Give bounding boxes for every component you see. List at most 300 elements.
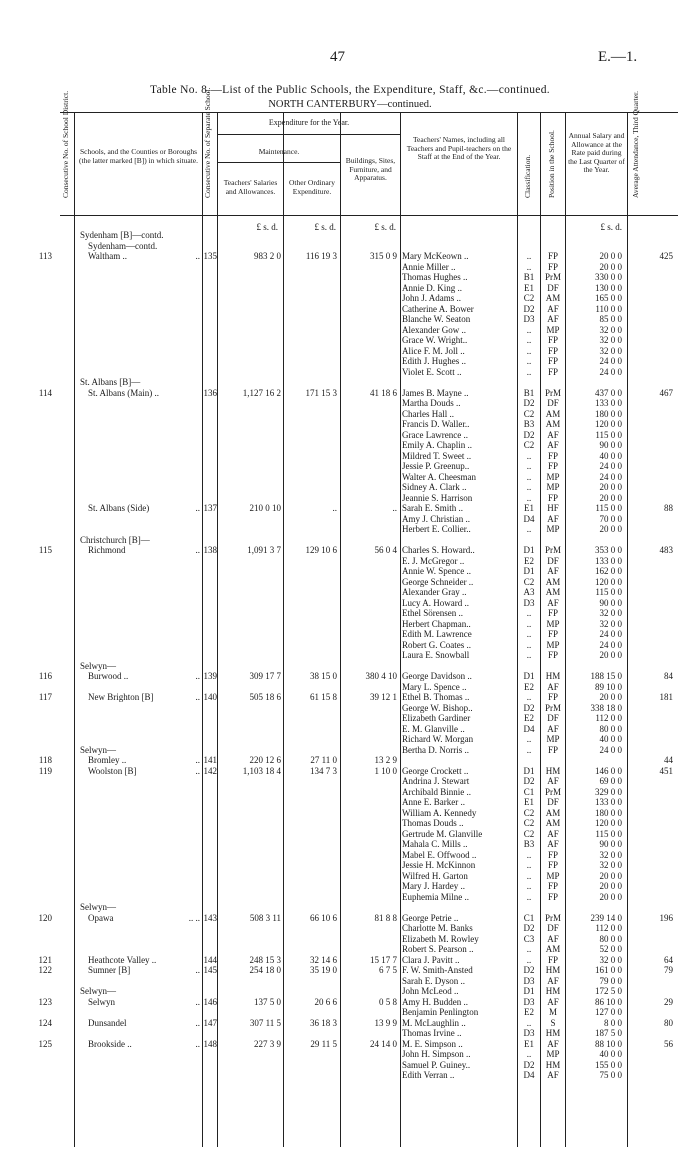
teacher-position: PrM — [544, 912, 561, 923]
teacher-name: William A. Kennedy — [402, 807, 477, 818]
teacher-name: George W. Bishop.. — [402, 702, 473, 713]
header-expenditure: Expenditure for the Year. — [268, 118, 350, 127]
school-number: 146 — [203, 996, 217, 1007]
other-expenditure: 171 15 3 — [305, 387, 337, 398]
average-attendance: 467 — [659, 387, 673, 398]
buildings-expenditure: 41 18 6 — [370, 387, 397, 398]
teacher-name: Grace W. Wright.. — [402, 335, 468, 345]
teacher-classification: B3 — [523, 419, 535, 429]
other-expenditure: 20 6 6 — [314, 996, 337, 1007]
teacher-salary: 187 5 0 — [595, 1028, 622, 1038]
teacher-position: FP — [547, 450, 558, 461]
teacher-salary: 20 0 0 — [599, 891, 622, 902]
leader-dots: .. — [195, 765, 200, 776]
average-attendance: 79 — [664, 965, 673, 975]
teacher-classification: E2 — [524, 1007, 534, 1017]
teacher-position: M — [548, 1007, 557, 1017]
teacher-name: Anne E. Barker .. — [402, 797, 465, 807]
teacher-name: Thomas Douds .. — [402, 818, 464, 828]
teacher-position: AM — [545, 944, 561, 954]
other-expenditure: 66 10 6 — [310, 912, 337, 923]
teacher-classification: D2 — [523, 923, 535, 933]
teacher-salary: 90 0 0 — [599, 597, 622, 608]
district-number: 116 — [38, 671, 52, 681]
teacher-classification: D3 — [523, 314, 535, 324]
teacher-classification: C1 — [523, 786, 535, 797]
teachers-salaries: 227 3 9 — [254, 1038, 281, 1049]
teacher-position: MP — [546, 324, 560, 335]
teacher-position: PrM — [544, 272, 561, 282]
teacher-name: Walter A. Cheesman — [402, 471, 477, 482]
teacher-name: Herbert Chapman.. — [402, 618, 471, 629]
teacher-salary: 24 0 0 — [599, 366, 622, 377]
teacher-classification: D3 — [523, 996, 535, 1007]
buildings-expenditure: .. — [392, 503, 397, 513]
teacher-salary: 155 0 0 — [595, 1059, 622, 1070]
teacher-name: Jessie P. Greenup.. — [402, 461, 470, 471]
teacher-name: Blanche W. Seaton — [402, 314, 471, 324]
leader-dots: .. — [195, 996, 200, 1007]
school-name: Bromley .. — [88, 755, 127, 765]
teacher-name: George Crockett .. — [402, 765, 469, 776]
buildings-expenditure: 13 2 9 — [374, 755, 397, 765]
teacher-salary: 90 0 0 — [599, 440, 622, 450]
teacher-salary: 180 0 0 — [595, 408, 622, 419]
teacher-position: AF — [547, 440, 559, 450]
teacher-position: AF — [547, 303, 559, 314]
teacher-name: Edith J. Hughes .. — [402, 356, 466, 366]
teacher-classification: .. — [526, 639, 532, 650]
teacher-name: Sarah E. Smith .. — [402, 503, 463, 513]
school-number: 137 — [203, 503, 217, 513]
teacher-salary: 115 0 0 — [595, 587, 622, 597]
teacher-position: AF — [547, 776, 559, 786]
teacher-position: FP — [547, 608, 558, 618]
teacher-name: Martha Douds .. — [402, 398, 461, 408]
teacher-name: George Davidson .. — [402, 671, 472, 681]
district-number: 115 — [38, 545, 52, 555]
teacher-position: AM — [545, 408, 561, 419]
teacher-classification: .. — [526, 891, 532, 902]
teacher-classification: D4 — [523, 513, 535, 524]
teacher-position: MP — [546, 524, 560, 534]
school-name: Selwyn — [88, 996, 115, 1007]
teacher-position: FP — [547, 881, 558, 891]
teacher-classification: .. — [526, 482, 532, 492]
teacher-salary: 127 0 0 — [595, 1007, 622, 1017]
teacher-name: F. W. Smith-Ansted — [402, 965, 473, 975]
teacher-salary: 20 0 0 — [599, 251, 622, 261]
teacher-classification: D2 — [523, 303, 535, 314]
teacher-name: George Petrie .. — [402, 912, 459, 923]
teacher-salary: 24 0 0 — [599, 629, 622, 639]
teacher-position: FP — [547, 251, 558, 261]
teacher-name: Thomas Hughes .. — [402, 272, 468, 282]
teacher-name: Robert S. Pearson .. — [402, 944, 474, 954]
teacher-salary: 32 0 0 — [599, 324, 622, 335]
average-attendance: 425 — [659, 251, 673, 261]
buildings-expenditure: 6 7 5 — [379, 965, 397, 975]
leader-dots: .. — [195, 1038, 200, 1049]
page-number: 47 — [330, 49, 345, 65]
school-name: Sydenham—contd. — [88, 240, 158, 251]
teacher-name: Catherine A. Bower — [402, 303, 474, 314]
teacher-salary: 85 0 0 — [599, 314, 622, 324]
teacher-position: AF — [547, 828, 559, 839]
teacher-classification: D3 — [523, 597, 535, 608]
lsd-salary: £ s. d. — [600, 222, 622, 232]
teacher-position: HM — [545, 765, 561, 776]
buildings-expenditure: 13 9 9 — [374, 1017, 397, 1028]
teacher-classification: .. — [526, 366, 532, 377]
teacher-position: MP — [546, 482, 560, 492]
buildings-expenditure: 315 0 9 — [370, 251, 397, 261]
teachers-salaries: 248 15 3 — [249, 954, 281, 965]
teacher-classification: B1 — [523, 272, 535, 282]
teacher-salary: 146 0 0 — [595, 765, 622, 776]
leader-dots: .. — [195, 965, 200, 975]
teacher-classification: B1 — [523, 387, 535, 398]
teacher-position: HF — [547, 503, 559, 513]
teacher-name: Alice F. M. Joll .. — [402, 345, 465, 356]
school-name: Christchurch [B]— — [80, 534, 150, 545]
teacher-classification: .. — [526, 650, 532, 660]
teacher-position: PrM — [544, 786, 561, 797]
leader-dots: .. — [195, 545, 200, 555]
school-name: Burwood .. — [88, 671, 129, 681]
teacher-salary: 32 0 0 — [599, 608, 622, 618]
school-name: Opawa — [88, 912, 114, 923]
teacher-classification: .. — [526, 335, 532, 345]
teachers-salaries: 220 12 6 — [249, 755, 281, 765]
average-attendance: 88 — [664, 503, 673, 513]
teacher-classification: D2 — [523, 398, 535, 408]
school-name: St. Albans (Side) — [88, 503, 150, 513]
teacher-salary: 40 0 0 — [599, 450, 622, 461]
district-number: 114 — [38, 387, 52, 398]
teacher-name: Benjamin Penlington — [402, 1007, 479, 1017]
teacher-classification: .. — [526, 954, 532, 965]
teacher-salary: 120 0 0 — [595, 818, 622, 828]
teacher-salary: 32 0 0 — [599, 618, 622, 629]
district-number: 120 — [38, 912, 52, 923]
lsd-salaries: £ s. d. — [256, 222, 278, 232]
teacher-name: Violet E. Scott .. — [402, 366, 462, 377]
school-name: Sydenham [B]—contd. — [80, 230, 164, 240]
teacher-position: HM — [545, 965, 561, 975]
teacher-name: M. E. Simpson .. — [402, 1038, 463, 1049]
other-expenditure: 38 15 0 — [310, 671, 337, 681]
teachers-salaries: 1,103 18 4 — [242, 765, 281, 776]
header-salary: Annual Salary and Allowance at the Rate paid during the Last Quarter of the Year. — [568, 131, 625, 174]
district-number: 113 — [38, 251, 52, 261]
header-attendance: Average Attendance, Third Quarter. — [631, 91, 640, 198]
page-ref: E.—1. — [598, 49, 638, 65]
teacher-position: AM — [545, 587, 561, 597]
teacher-classification: .. — [526, 944, 532, 954]
teacher-classification: D4 — [523, 723, 535, 734]
teacher-salary: 120 0 0 — [595, 576, 622, 587]
leader-dots: .. — [195, 251, 200, 261]
teacher-classification: .. — [526, 471, 532, 482]
teacher-classification: C2 — [523, 408, 535, 419]
teacher-name: Mary McKeown .. — [402, 251, 469, 261]
other-expenditure: 61 15 8 — [310, 692, 337, 702]
teacher-salary: 20 0 0 — [599, 692, 622, 702]
school-number: 145 — [203, 965, 217, 975]
school-name: Dunsandel — [88, 1017, 127, 1028]
teacher-position: DF — [547, 797, 559, 807]
leader-dots: .. — [195, 755, 200, 765]
teacher-classification: D2 — [523, 1059, 535, 1070]
teacher-salary: 180 0 0 — [595, 807, 622, 818]
leader-dots: .. — [195, 1017, 200, 1028]
lsd-other: £ s. d. — [314, 222, 336, 232]
buildings-expenditure: 0 5 8 — [379, 996, 397, 1007]
school-name: Waltham .. — [88, 251, 128, 261]
teacher-name: Richard W. Morgan — [402, 734, 474, 744]
teacher-name: E. M. Glanville .. — [402, 723, 465, 734]
teacher-salary: 115 0 0 — [595, 429, 622, 440]
teacher-position: MP — [546, 734, 560, 744]
teacher-classification: .. — [526, 849, 532, 860]
teacher-name: Charles Hall .. — [402, 408, 454, 419]
teacher-name: Annie Miller .. — [402, 261, 456, 272]
teacher-salary: 40 0 0 — [599, 1049, 622, 1059]
teacher-position: S — [550, 1017, 556, 1028]
teacher-name: Ethel Sörensen .. — [402, 608, 463, 618]
teacher-salary: 172 5 0 — [595, 986, 622, 996]
teacher-salary: 20 0 0 — [599, 881, 622, 891]
average-attendance: 196 — [659, 912, 673, 923]
teacher-classification: .. — [526, 356, 532, 366]
teacher-position: AF — [547, 723, 559, 734]
teacher-classification: .. — [526, 492, 532, 503]
average-attendance: 181 — [659, 692, 673, 702]
teacher-name: Robert G. Coates .. — [402, 639, 471, 650]
teacher-position: AF — [547, 429, 559, 440]
teacher-position: FP — [547, 849, 558, 860]
teachers-salaries: 505 18 6 — [249, 692, 281, 702]
teacher-classification: C1 — [523, 912, 535, 923]
school-name: New Brighton [B] — [88, 692, 154, 702]
teacher-classification: D3 — [523, 1028, 535, 1038]
school-number: 148 — [203, 1038, 217, 1049]
teacher-salary: 115 0 0 — [595, 503, 622, 513]
other-expenditure: 29 11 5 — [310, 1038, 337, 1049]
district-number: 125 — [38, 1038, 52, 1049]
teacher-name: Thomas Irvine .. — [402, 1028, 462, 1038]
school-name: St. Albans (Main) .. — [88, 387, 159, 398]
teacher-salary: 32 0 0 — [599, 954, 622, 965]
teacher-classification: .. — [526, 524, 532, 534]
header-maintenance: Maintenance. — [258, 147, 300, 156]
teacher-salary: 20 0 0 — [599, 482, 622, 492]
school-name: Sumner [B] — [88, 965, 131, 975]
teacher-name: Andrina J. Stewart — [402, 776, 470, 786]
teacher-name: Annie D. King .. — [402, 282, 462, 293]
teacher-name: George Schneider .. — [402, 576, 474, 587]
teacher-salary: 110 0 0 — [595, 303, 622, 314]
average-attendance: 29 — [664, 996, 673, 1007]
buildings-expenditure: 56 0 4 — [374, 545, 397, 555]
leader-dots: .. .. — [188, 912, 200, 923]
district-number: 122 — [38, 965, 52, 975]
teacher-position: DF — [547, 555, 559, 566]
buildings-expenditure: 380 4 10 — [365, 671, 397, 681]
average-attendance: 44 — [664, 755, 673, 765]
school-number: 142 — [203, 765, 217, 776]
teacher-salary: 20 0 0 — [599, 870, 622, 881]
header-buildings: Buildings, Sites, Furniture, and Apparatus. — [345, 156, 396, 182]
leader-dots: .. — [195, 692, 200, 702]
teacher-salary: 70 0 0 — [599, 513, 622, 524]
teacher-name: Annie W. Spence .. — [402, 566, 471, 576]
teacher-name: Edith Verran .. — [402, 1070, 455, 1080]
teacher-classification: A3 — [523, 587, 535, 597]
other-expenditure: .. — [332, 503, 337, 513]
other-expenditure: 27 11 0 — [310, 755, 337, 765]
teacher-classification: E1 — [524, 1038, 534, 1049]
teacher-name: Lucy A. Howard .. — [402, 597, 469, 608]
teacher-position: FP — [547, 461, 558, 471]
buildings-expenditure: 81 8 8 — [374, 912, 397, 923]
teacher-name: Wilfred H. Garton — [402, 870, 468, 881]
school-name: Woolston [B] — [88, 765, 137, 776]
leader-dots: .. — [195, 671, 200, 681]
teacher-position: FP — [547, 261, 558, 272]
teacher-position: AF — [547, 513, 559, 524]
teacher-classification: C2 — [523, 440, 535, 450]
teacher-position: AF — [547, 975, 559, 986]
average-attendance: 451 — [659, 765, 673, 776]
teacher-classification: .. — [526, 744, 532, 755]
teacher-name: Sidney A. Clark .. — [402, 482, 467, 492]
teacher-name: Bertha D. Norris .. — [402, 744, 469, 755]
teacher-classification: .. — [526, 345, 532, 356]
header-schools: Schools, and the Counties or Boroughs (the latter marked [B]) in which situate. — [79, 147, 198, 165]
teacher-name: Euphemia Milne .. — [402, 891, 469, 902]
average-attendance: 56 — [664, 1038, 673, 1049]
teacher-classification: .. — [526, 734, 532, 744]
teacher-salary: 161 0 0 — [595, 965, 622, 975]
teacher-name: Charles S. Howard.. — [402, 545, 475, 555]
teacher-position: FP — [547, 366, 558, 377]
school-number: 138 — [203, 545, 217, 555]
teacher-salary: 32 0 0 — [599, 345, 622, 356]
teacher-salary: 239 14 0 — [590, 912, 622, 923]
header-teachers-names: Teachers' Names, including all Teachers and Pupil-teachers on the Staff at the End of the Year. — [406, 135, 512, 161]
teacher-classification: .. — [526, 461, 532, 471]
other-expenditure: 32 14 6 — [310, 954, 337, 965]
teacher-name: Mary J. Hardey .. — [402, 881, 465, 891]
school-name: Selwyn— — [80, 986, 116, 996]
teacher-classification: D2 — [523, 429, 535, 440]
teacher-position: AF — [547, 681, 559, 692]
school-name: Heathcote Valley .. — [88, 954, 157, 965]
teacher-salary: 165 0 0 — [595, 293, 622, 303]
buildings-expenditure: 39 12 1 — [370, 692, 397, 702]
teacher-salary: 20 0 0 — [599, 261, 622, 272]
school-name: Richmond — [88, 545, 126, 555]
teacher-salary: 80 0 0 — [599, 723, 622, 734]
teacher-name: M. McLaughlin .. — [402, 1017, 466, 1028]
teacher-position: AM — [545, 419, 561, 429]
teacher-position: PrM — [544, 387, 561, 398]
teacher-classification: E2 — [524, 555, 534, 566]
teacher-name: Emily A. Chaplin .. — [402, 440, 473, 450]
teacher-position: MP — [546, 639, 560, 650]
teacher-classification: D1 — [523, 986, 535, 996]
teacher-position: HM — [545, 986, 561, 996]
teacher-position: HM — [545, 1059, 561, 1070]
teacher-position: FP — [547, 692, 558, 702]
average-attendance: 64 — [664, 954, 673, 965]
teacher-salary: 20 0 0 — [599, 650, 622, 660]
teacher-salary: 338 18 0 — [590, 702, 622, 713]
teacher-salary: 20 0 0 — [599, 524, 622, 534]
teacher-position: HM — [545, 671, 561, 681]
teacher-position: MP — [546, 1049, 560, 1059]
teacher-classification: C3 — [523, 933, 535, 944]
district-number: 121 — [38, 954, 52, 965]
header-consec-district: Consecutive No. of School District. — [61, 90, 70, 198]
teacher-salary: 32 0 0 — [599, 335, 622, 345]
teacher-classification: D2 — [523, 776, 535, 786]
header-teachers-salaries: Teachers' Salaries and Allowances. — [223, 178, 278, 196]
other-expenditure: 116 19 3 — [305, 251, 337, 261]
teacher-classification: D1 — [523, 566, 535, 576]
header-classification: Classification. — [523, 154, 532, 198]
school-name: Brookside .. — [88, 1038, 132, 1049]
teacher-classification: .. — [526, 608, 532, 618]
teacher-salary: 20 0 0 — [599, 492, 622, 503]
teacher-salary: 24 0 0 — [599, 639, 622, 650]
teacher-position: AF — [547, 566, 559, 576]
teacher-position: AF — [547, 933, 559, 944]
teacher-salary: 32 0 0 — [599, 849, 622, 860]
teacher-salary: 24 0 0 — [599, 471, 622, 482]
header-consec-school: Consecutive No. of Separate School. — [203, 87, 212, 198]
teacher-salary: 86 10 0 — [595, 996, 622, 1007]
teachers-salaries: 254 18 0 — [249, 965, 281, 975]
teacher-salary: 89 10 0 — [595, 681, 622, 692]
teacher-position: DF — [547, 282, 559, 293]
teacher-name: Jeannie S. Harrison — [402, 492, 473, 503]
teacher-position: FP — [547, 954, 558, 965]
teacher-position: AF — [547, 1038, 559, 1049]
teacher-salary: 24 0 0 — [599, 461, 622, 471]
teacher-position: AF — [547, 1070, 559, 1080]
teacher-name: Alexander Gow .. — [402, 324, 466, 335]
leader-dots: .. — [195, 503, 200, 513]
teacher-name: Samuel P. Guiney.. — [402, 1059, 471, 1070]
teacher-salary: 8 0 0 — [604, 1017, 622, 1028]
teacher-classification: C2 — [523, 807, 535, 818]
teacher-classification: E1 — [524, 503, 534, 513]
teacher-salary: 133 0 0 — [595, 555, 622, 566]
buildings-expenditure: 1 10 0 — [374, 765, 397, 776]
teacher-name: Herbert E. Collier.. — [402, 524, 471, 534]
teacher-classification: .. — [526, 870, 532, 881]
buildings-expenditure: 24 14 0 — [370, 1038, 397, 1049]
teacher-position: DF — [547, 923, 559, 933]
teacher-salary: 133 0 0 — [595, 797, 622, 807]
school-number: 136 — [203, 387, 217, 398]
teacher-position: PrM — [544, 545, 561, 555]
teacher-classification: .. — [526, 450, 532, 461]
teacher-salary: 162 0 0 — [595, 566, 622, 576]
